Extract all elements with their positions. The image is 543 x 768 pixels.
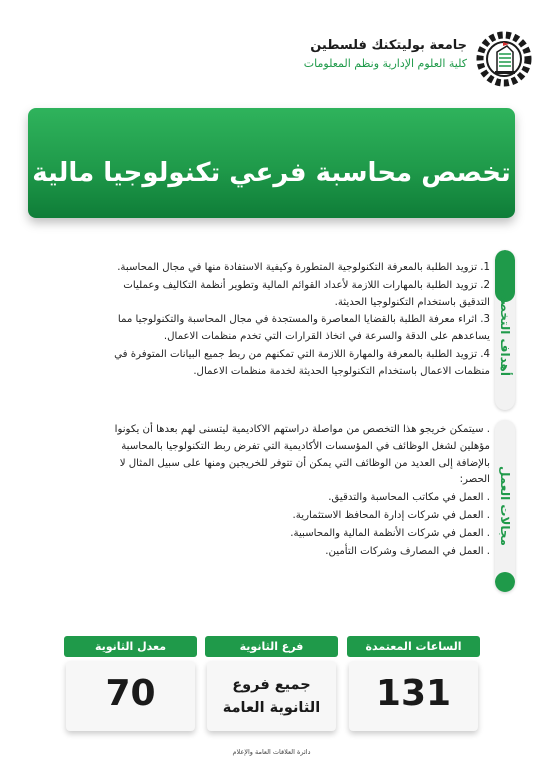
goal-item: 3. اثراء معرفة الطلبة بالقضايا المعاصرة والمستجدة في مجال المحاسبة والتكنولوجيا مما يساعدهم على الدقة والسرعة في اتخاذ القرارات التي تخدم منظمات الاعمال. <box>117 314 490 343</box>
university-logo-icon <box>475 30 533 88</box>
field-item: . العمل في مكاتب المحاسبة والتدقيق. <box>328 492 490 504</box>
school-branch-card <box>205 636 338 731</box>
university-name: جامعة بوليتكنك فلسطين <box>310 38 467 53</box>
credit-hours-value: 131 <box>375 673 452 714</box>
credit-hours-label: الساعات المعتمدة <box>347 636 480 657</box>
goal-item: 2. تزويد الطلبة بالمهارات اللازمة لأعداد القوائم المالية وتطوير أنظمة التكاليف وعمليات التدقيق باستخدام التكنولوجيا الحديثة. <box>123 279 490 308</box>
fields-tab-label: مجالات العمل <box>498 466 512 546</box>
goal-item: 4. تزويد الطلبة بالمعرفة والمهارة اللازمة التي تمكنهم من ربط جميع البيانات المتوفرة في منظمات الاعمال باستخدام التكنولوجيا الحديثة لخدمة منظمات الاعمال. <box>114 348 490 377</box>
footer-text: دائرة العلاقات العامة والإعلام <box>232 748 311 756</box>
school-branch-label: فرع الثانوية <box>205 636 338 657</box>
school-branch-line1: جميع فروع <box>232 677 311 693</box>
goals-list <box>90 260 490 382</box>
fields-tab <box>495 420 515 592</box>
field-item: . العمل في شركات الأنظمة المالية والمحاسبية. <box>290 527 490 539</box>
goals-tab <box>495 250 515 410</box>
fields-tab-accent <box>495 572 515 592</box>
fields-list <box>90 422 490 561</box>
credit-hours-body <box>349 661 478 731</box>
school-branch-body <box>207 661 336 731</box>
school-branch-value <box>207 674 336 720</box>
field-item: . العمل في شركات إدارة المحافظ الاستثمارية. <box>292 509 490 521</box>
school-average-body <box>66 661 195 731</box>
field-item: . العمل في المصارف وشركات التأمين. <box>325 545 490 557</box>
school-average-value: 70 <box>105 673 156 714</box>
goals-tab-label: أهداف التخصص <box>498 284 512 376</box>
school-average-label: معدل الثانوية <box>64 636 197 657</box>
school-branch-line2: الثانوية العامة <box>222 700 321 716</box>
goal-item: 1. تزويد الطلبة بالمعرفة التكنولوجية المتطورة وكيفية الاستفادة منها في مجال المحاسبة. <box>117 262 490 273</box>
college-name: كلية العلوم الإدارية ونظم المعلومات <box>303 57 467 70</box>
title-banner <box>28 108 515 218</box>
fields-intro: . سيتمكن خريجو هذا التخصص من مواصلة دراستهم الاكاديمية ليتسنى لهم بعدها أن يكونوا مؤهلين لشغل الوظائف في المؤسسات الأكاديمية التي تفرض ربط التكنولوجيا بالمحاسبة بالإضافة إلى العديد من الوظائف التي يمكن أن تتوفر للخريجين ومنها على سبيل المثال لا الحصر: <box>114 424 490 486</box>
page-header <box>10 26 533 86</box>
credit-hours-card <box>347 636 480 731</box>
school-average-card <box>64 636 197 731</box>
page-title: تخصص محاسبة فرعي تكنولوجيا مالية <box>32 158 511 188</box>
